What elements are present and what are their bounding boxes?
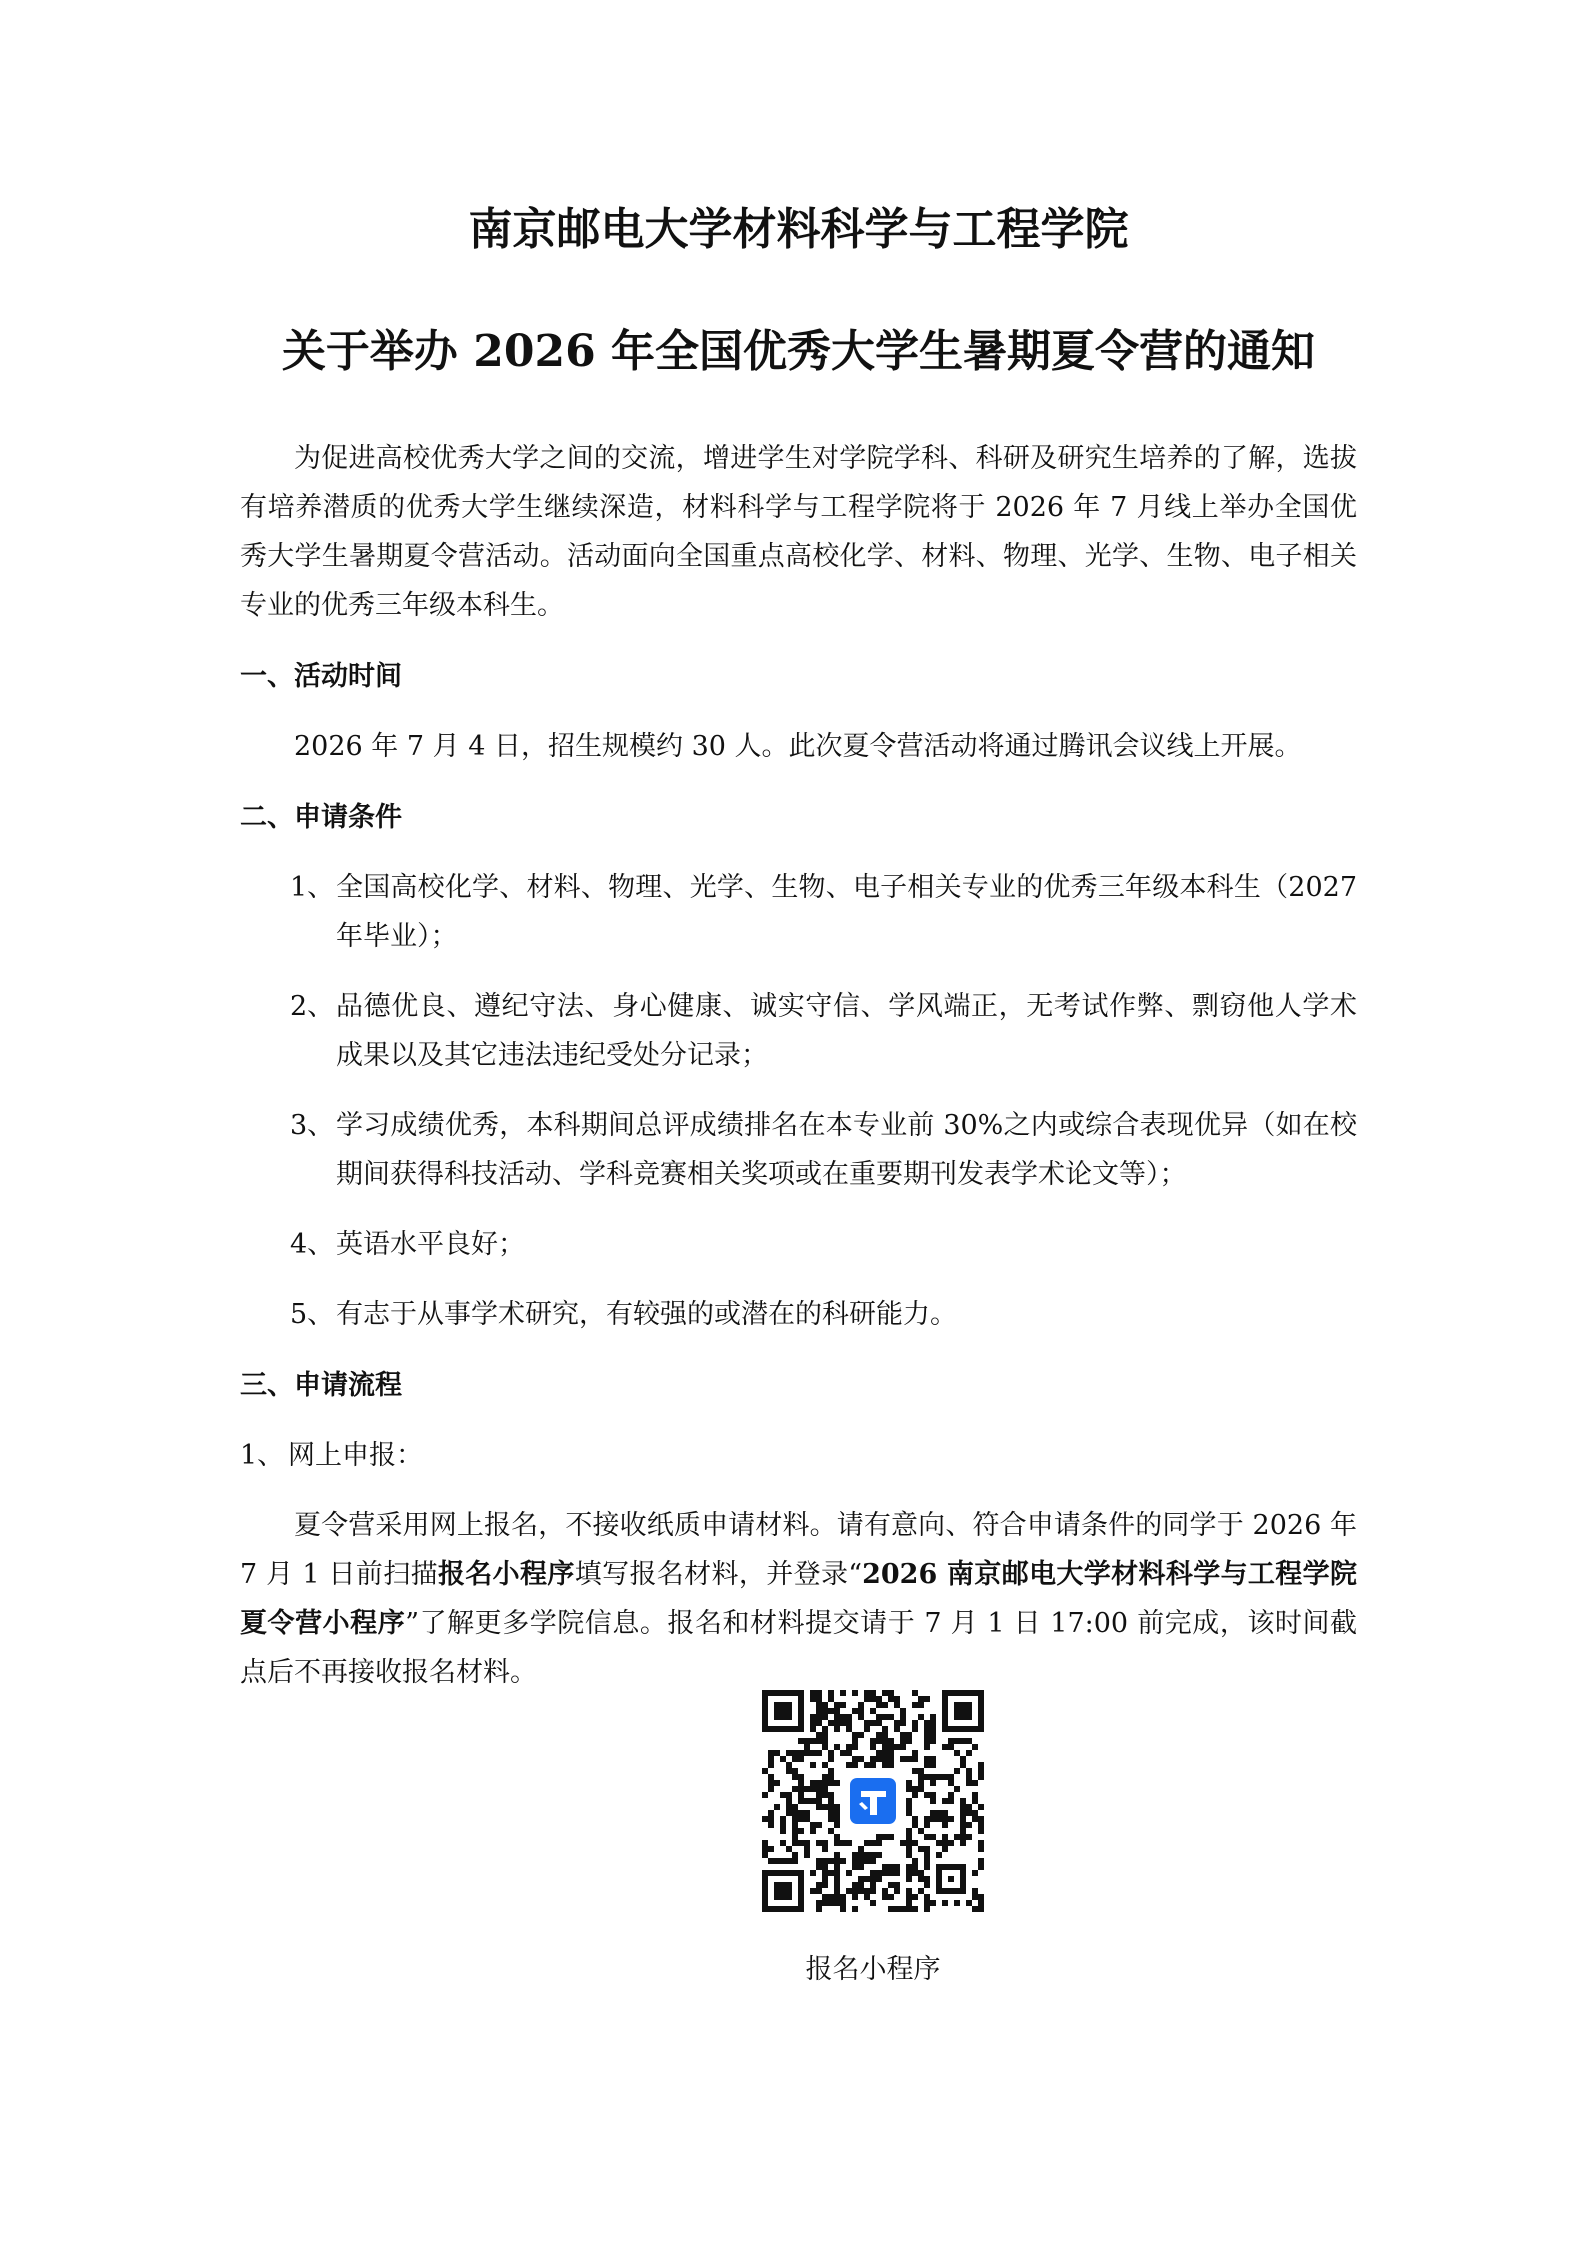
list-item-text: 全国高校化学、材料、物理、光学、生物、电子相关专业的优秀三年级本科生（2027 年毕业）； (336, 872, 1357, 952)
section-heading-requirements: 二、申请条件 (240, 802, 402, 833)
requirements-list (240, 863, 1357, 1339)
list-item-text: 英语水平良好； (336, 1229, 525, 1260)
application-text-part3: ”了解更多学院信息。报名和材料提交请于 7 月 1 日 17:00 前完成，该时间截点后不再接收报名材料。 (240, 1608, 1357, 1688)
mini-program-icon (846, 1774, 900, 1828)
qr-finder-top-left (762, 1690, 804, 1732)
document-title-line1: 南京邮电大学材料科学与工程学院 (468, 204, 1129, 255)
section-heading-activity-time: 一、活动时间 (240, 661, 402, 692)
list-item-number: 3、 (290, 1110, 335, 1141)
list-item (240, 863, 1357, 961)
process-step-online (240, 1431, 1357, 1480)
list-item (240, 1290, 1357, 1339)
application-text-part1: 夏令营采用网上报名，不接收纸质申请材料。请有意向、符合申请条件的同学于 2026 年 7 月 1 日前扫描 (240, 1510, 1357, 1590)
list-item (240, 1220, 1357, 1269)
qr-caption: 报名小程序 (805, 1954, 941, 1985)
qr-finder-bottom-left (762, 1870, 804, 1912)
section-heading-application-process: 三、申请流程 (240, 1370, 402, 1401)
process-step-number: 1、 (240, 1440, 285, 1471)
list-item-number: 1、 (290, 872, 335, 903)
list-item-text: 有志于从事学术研究，有较强的或潜在的科研能力。 (336, 1299, 957, 1330)
list-item (240, 1101, 1357, 1199)
qr-alignment-bottom-right (936, 1864, 966, 1894)
list-item-number: 2、 (290, 991, 335, 1022)
qr-code[interactable] (762, 1690, 984, 1912)
list-item-text: 学习成绩优秀，本科期间总评成绩排名在本专业前 30%之内或综合表现优异（如在校期间获得科技活动、学科竞赛相关奖项或在重要期刊发表学术论文等）； (336, 1110, 1357, 1190)
document-title-line2: 关于举办 2026 年全国优秀大学生暑期夏令营的通知 (281, 326, 1316, 377)
process-step-label: 网上申报： (288, 1440, 423, 1471)
application-bold-mini-program: 报名小程序 (437, 1559, 575, 1590)
application-bold-summer-camp-program: 2026 南京邮电大学材料科学与工程学院夏令营小程序 (240, 1559, 1357, 1639)
qr-code-image (762, 1690, 984, 1912)
document-body (240, 200, 1357, 1697)
list-item-number: 5、 (290, 1299, 335, 1330)
list-item-text: 品德优良、遵纪守法、身心健康、诚实守信、学风端正，无考试作弊、剽窃他人学术成果以及其它违法违纪受处分记录； (336, 991, 1357, 1071)
activity-time-paragraph: 2026 年 7 月 4 日，招生规模约 30 人。此次夏令营活动将通过腾讯会议线上开展。 (294, 731, 1302, 762)
application-text-part2: 填写报名材料，并登录“ (574, 1559, 863, 1590)
intro-paragraph: 为促进高校优秀大学之间的交流，增进学生对学院学科、科研及研究生培养的了解，选拔有培养潜质的优秀大学生继续深造，材料科学与工程学院将于 2026 年 7 月线上举办全国优秀大学生暑期夏令营活动。活动面向全国重点高校化学、材料、物理、光学、生物、电子相关专业的优秀三年级本科生。 (240, 443, 1357, 621)
qr-finder-top-right (942, 1690, 984, 1732)
application-paragraph (240, 1501, 1357, 1697)
list-item (240, 982, 1357, 1080)
list-item-number: 4、 (290, 1229, 335, 1260)
